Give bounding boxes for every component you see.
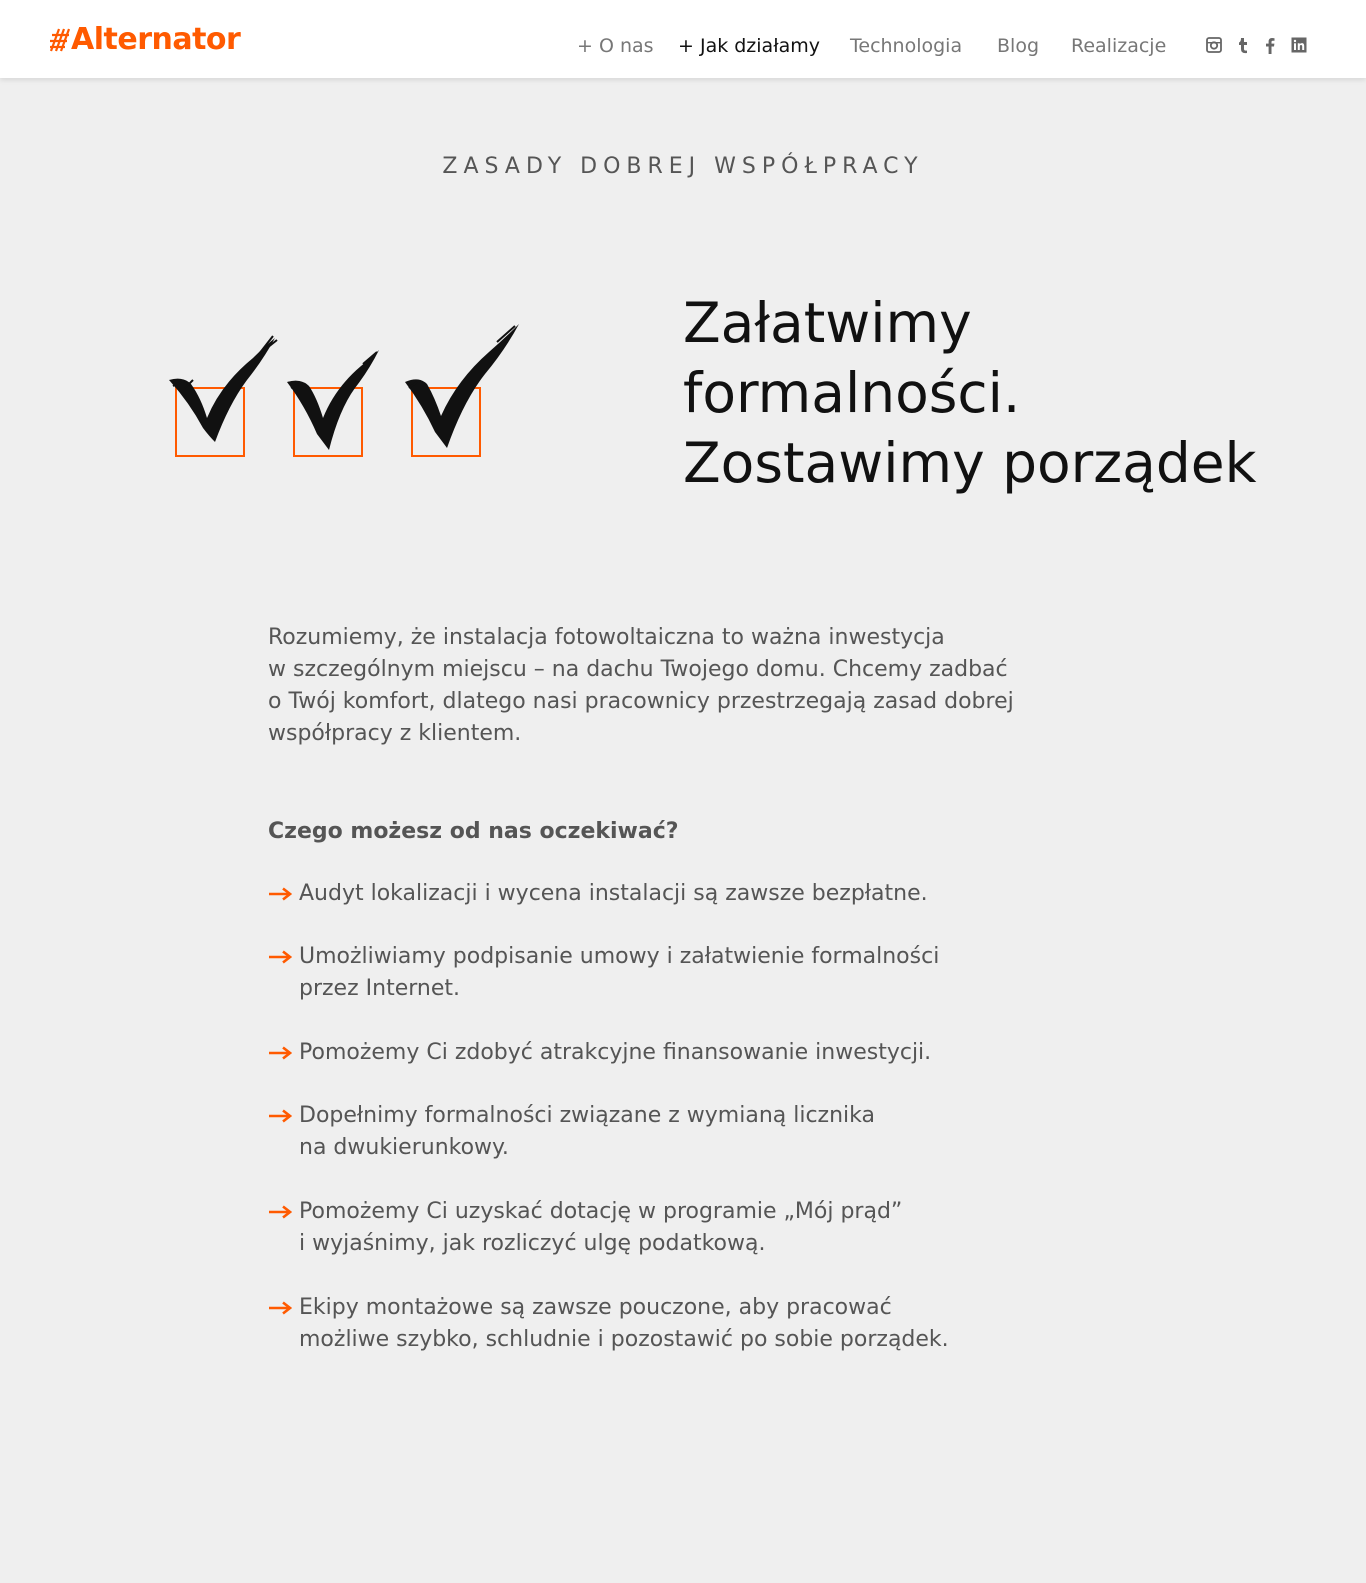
headline-line: formalności.: [683, 361, 1021, 425]
list-item-line: Ekipy montażowe są zawsze pouczone, aby pracować: [299, 1295, 892, 1320]
list-item-line: Audyt lokalizacji i wycena instalacji są zawsze bezpłatne.: [299, 881, 928, 906]
section-eyebrow: ZASADY DOBREJ WSPÓŁPRACY: [442, 154, 924, 179]
intro-line: Rozumiemy, że instalacja fotowoltaiczna to ważna inwestycja: [268, 625, 945, 650]
headline: [683, 288, 1333, 498]
checkbox-3-icon: [405, 324, 519, 456]
list-item-line: możliwe szybko, schludnie i pozostawić po sobie porządek.: [299, 1327, 949, 1352]
arrow-right-icon: [268, 887, 292, 901]
intro-line: o Twój komfort, dlatego nasi pracownicy przestrzegają zasad dobrej: [268, 689, 1014, 714]
linkedin-icon[interactable]: [1290, 36, 1308, 54]
list-item: [268, 1037, 931, 1069]
logo-mark-icon: [50, 27, 70, 53]
checkbox-1-icon: [169, 336, 277, 456]
logo-text: Alternator: [71, 22, 241, 57]
arrow-right-icon: [268, 950, 292, 964]
list-item-line: Dopełnimy formalności związane z wymianą licznika: [299, 1103, 875, 1128]
list-item: [268, 1100, 875, 1164]
arrow-right-icon: [268, 1205, 292, 1219]
list-item-line: Pomożemy Ci zdobyć atrakcyjne finansowanie inwestycji.: [299, 1040, 932, 1065]
expectations-heading: Czego możesz od nas oczekiwać?: [268, 819, 679, 844]
list-item-line: przez Internet.: [299, 976, 460, 1001]
arrow-right-icon: [268, 1109, 292, 1123]
intro-line: współpracy z klientem.: [268, 721, 522, 746]
list-item: [268, 1292, 949, 1356]
tumblr-icon[interactable]: [1234, 36, 1252, 54]
checked-boxes-illustration: [163, 318, 533, 468]
top-bar: [0, 0, 1366, 78]
list-item-line: Umożliwiamy podpisanie umowy i załatwienie formalności: [299, 944, 940, 969]
instagram-icon[interactable]: [1205, 36, 1223, 54]
headline-line: Zostawimy porządek: [683, 431, 1257, 495]
list-item: [268, 941, 939, 1005]
list-item-line: Pomożemy Ci uzyskać dotację w programie „Mój prąd”: [299, 1199, 903, 1224]
list-item-line: i wyjaśnimy, jak rozliczyć ulgę podatkową.: [299, 1231, 766, 1256]
list-item-line: na dwukierunkowy.: [299, 1135, 509, 1160]
intro-line: w szczególnym miejscu – na dachu Twojego domu. Chcemy zadbać: [268, 657, 1008, 682]
list-item: [268, 878, 928, 910]
facebook-icon[interactable]: [1261, 36, 1279, 54]
logo[interactable]: [50, 22, 240, 58]
headline-line: Załatwimy: [683, 291, 972, 355]
arrow-right-icon: [268, 1046, 292, 1060]
arrow-right-icon: [268, 1301, 292, 1315]
nav-item-technologia[interactable]: Technologia: [850, 35, 963, 57]
nav-item-o-nas[interactable]: + O nas: [577, 35, 654, 57]
list-item: [268, 1196, 902, 1260]
intro-paragraph: [268, 622, 1108, 750]
nav-item-jak-dzialamy[interactable]: + Jak działamy: [678, 35, 820, 57]
nav-item-blog[interactable]: Blog: [997, 35, 1039, 57]
nav-item-realizacje[interactable]: Realizacje: [1071, 35, 1167, 57]
checkbox-2-icon: [287, 350, 379, 456]
